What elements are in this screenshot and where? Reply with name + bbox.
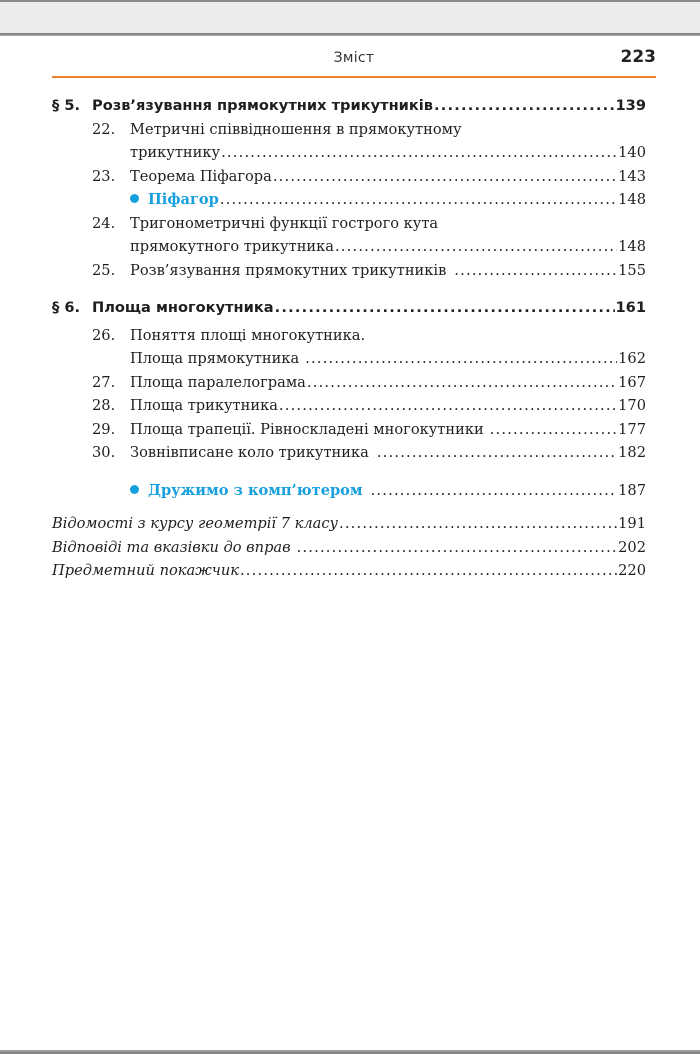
- dot-leader: [377, 441, 617, 465]
- toc-item-28[interactable]: [52, 394, 646, 418]
- spacer: [52, 282, 646, 296]
- dot-leader: [221, 141, 617, 165]
- item-number: 28.: [92, 397, 116, 414]
- page-ref: 143: [618, 167, 646, 185]
- dot-leader: [490, 418, 617, 442]
- dot-leader: [275, 296, 615, 320]
- table-of-contents: [52, 94, 646, 583]
- section-number: § 6.: [52, 299, 81, 316]
- item-title-cont: прямокутного трикутника: [130, 238, 334, 255]
- item-title: Зовнівписане коло трикутника: [130, 444, 369, 461]
- dot-leader: [454, 259, 617, 283]
- viewer-top-bar: [0, 0, 700, 36]
- page-ref: 161: [615, 299, 646, 316]
- page-ref: 155: [618, 261, 646, 279]
- dot-leader: [273, 165, 617, 189]
- page-ref: 162: [618, 350, 646, 367]
- item-title: Розв’язування прямокутних трикутників: [130, 261, 447, 279]
- toc-section-6[interactable]: [52, 296, 646, 320]
- item-number: 27.: [92, 373, 116, 391]
- page-ref: 182: [618, 444, 646, 461]
- running-head: [52, 46, 656, 78]
- item-title-cont: трикутнику: [130, 144, 221, 161]
- item-title: Площа паралелограма: [130, 373, 306, 391]
- item-title: Поняття площі многокутника.: [130, 326, 366, 344]
- dot-leader: [220, 188, 617, 212]
- toc-item-26[interactable]: [52, 324, 646, 348]
- page-ref: 202: [618, 538, 646, 556]
- item-number: 30.: [92, 444, 116, 461]
- toc-item-29[interactable]: [52, 418, 646, 442]
- section-title: Площа многокутника: [92, 299, 274, 316]
- dot-leader: [305, 347, 617, 371]
- sub-title: Піфагор: [148, 191, 219, 208]
- toc-item-22-cont[interactable]: [52, 141, 646, 165]
- page-ref: 140: [618, 144, 646, 161]
- page-ref: 220: [618, 562, 646, 579]
- dot-leader: [240, 559, 617, 583]
- toc-item-27[interactable]: [52, 371, 646, 395]
- page-ref: 187: [618, 481, 646, 499]
- appendix-title: Предметний покажчик: [52, 562, 239, 579]
- toc-item-25[interactable]: [52, 259, 646, 283]
- viewer-bottom-bar: [0, 1050, 700, 1054]
- toc-item-22[interactable]: [52, 118, 646, 142]
- item-title: Теорема Піфагора: [130, 167, 272, 185]
- toc-sub-computer[interactable]: [52, 479, 646, 503]
- running-head-title: Зміст: [333, 50, 375, 66]
- page-ref: 191: [618, 515, 646, 532]
- page-ref: 148: [618, 238, 646, 255]
- sub-title: Дружимо з комп’ютером: [148, 481, 363, 499]
- bullet-icon: [130, 485, 139, 494]
- bullet-icon: [130, 194, 139, 203]
- item-title: Тригонометричні функції гострого кута: [130, 214, 439, 232]
- item-title-cont: Площа прямокутника: [130, 350, 300, 367]
- toc-sub-pythagoras[interactable]: [52, 188, 646, 212]
- toc-item-26-cont[interactable]: [52, 347, 646, 371]
- item-number: 23.: [92, 167, 116, 185]
- item-number: 29.: [92, 420, 116, 438]
- item-title: Площа трикутника: [130, 397, 278, 414]
- dot-leader: [307, 371, 617, 395]
- page-number: 223: [620, 47, 656, 67]
- dot-leader: [297, 536, 618, 560]
- item-title: Площа трапеції. Рівноскладені многокутники: [130, 420, 484, 438]
- toc-section-5[interactable]: [52, 94, 646, 118]
- dot-leader: [371, 479, 618, 503]
- page-ref: 177: [618, 420, 646, 438]
- toc-item-23[interactable]: [52, 165, 646, 189]
- item-number: 24.: [92, 214, 116, 232]
- toc-appendix-grade7[interactable]: [52, 512, 646, 536]
- section-title: Розв’язування прямокутних трикутників: [92, 97, 434, 114]
- page-ref: 167: [618, 373, 646, 391]
- toc-appendix-index[interactable]: [52, 559, 646, 583]
- item-number: 25.: [92, 261, 116, 279]
- page-ref: 139: [615, 97, 646, 114]
- dot-leader: [335, 235, 617, 259]
- page-ref: 148: [618, 191, 646, 208]
- page-ref: 170: [618, 397, 646, 414]
- item-number: 22.: [92, 120, 116, 138]
- item-number: 26.: [92, 326, 116, 344]
- spacer: [52, 502, 646, 512]
- toc-item-24-cont[interactable]: [52, 235, 646, 259]
- toc-item-24[interactable]: [52, 212, 646, 236]
- item-title: Метричні співвідношення в прямокутному: [130, 120, 462, 138]
- appendix-title: Відповіді та вказівки до вправ: [52, 538, 291, 556]
- section-number: § 5.: [52, 97, 81, 114]
- spacer: [52, 465, 646, 479]
- dot-leader: [339, 512, 617, 536]
- dot-leader: [434, 94, 614, 118]
- dot-leader: [279, 394, 617, 418]
- appendix-title: Відомості з курсу геометрії 7 класу: [52, 515, 338, 532]
- toc-item-30[interactable]: [52, 441, 646, 465]
- toc-appendix-answers[interactable]: [52, 536, 646, 560]
